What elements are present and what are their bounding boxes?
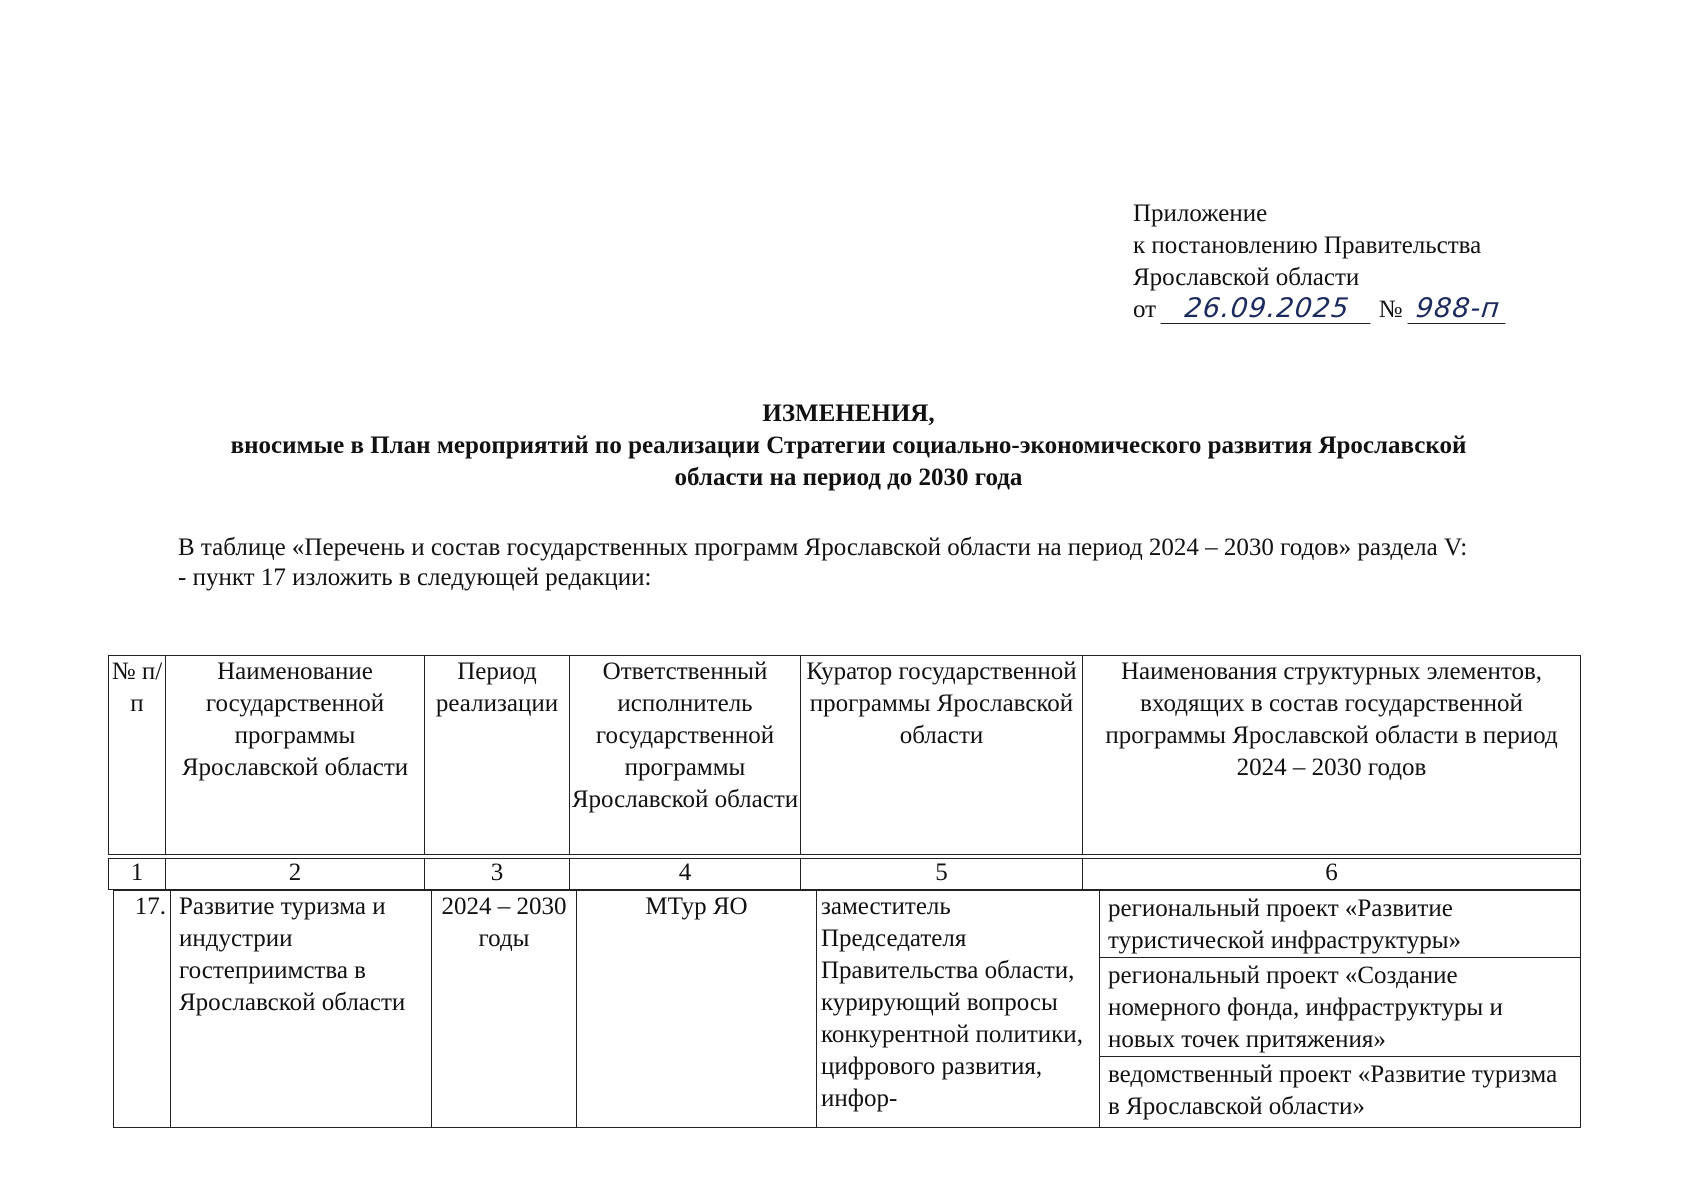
table-column-numbers (108, 858, 1581, 890)
appendix-resolution: к постановлению Правительства (1133, 232, 1482, 259)
column-number: 4 (570, 859, 801, 890)
title-line2: вносимые в План мероприятий по реализации Стратегии социально-экономического развития Ярославской (230, 432, 1467, 459)
structural-element: региональный проект «Создание номерного фонда, инфраструктуры и новых точек притяжения» (1100, 958, 1580, 1057)
header-period: Период реализации (425, 656, 570, 855)
title-line3: области на период до 2030 года (674, 464, 1023, 491)
appendix-block (1133, 198, 1507, 326)
appendix-label: Приложение (1133, 200, 1268, 227)
row-period: 2024 – 2030 годы (432, 891, 577, 1128)
table-header (108, 655, 1581, 855)
structural-element: ведомственный проект «Развитие туризма в Ярославской области» (1108, 1061, 1558, 1120)
column-number: 2 (166, 859, 425, 890)
from-label: от (1133, 296, 1157, 323)
title-main: ИЗМЕНЕНИЯ, (762, 400, 935, 427)
header-number: № п/п (109, 656, 166, 855)
paragraph-intro: В таблице «Перечень и состав государственных программ Ярославской области на период 2024 – 2030 годов» раздела V: (178, 534, 1468, 561)
header-curator: Куратор государственной программы Ярославской области (801, 656, 1083, 855)
table-row (113, 890, 1581, 1128)
body-text (108, 533, 1580, 593)
handwritten-date: 26.09.2025 (1161, 295, 1374, 324)
column-number: 6 (1083, 859, 1581, 890)
column-number: 3 (425, 859, 570, 890)
row-curator: заместитель Председателя Правительства области, курирующий вопросы конкурентной политики, цифрового развития, инфор- (817, 891, 1100, 1128)
document-title (0, 398, 1697, 494)
appendix-region: Ярославской области (1133, 264, 1360, 291)
handwritten-number: 988-п (1407, 295, 1508, 324)
row-structural-elements (1100, 891, 1581, 1128)
column-number: 5 (801, 859, 1083, 890)
appendix-date-number (1133, 294, 1507, 326)
structural-element: региональный проект «Развитие туристической инфраструктуры» (1100, 891, 1580, 958)
row-number: 17. (114, 891, 171, 1128)
header-executor: Ответственный исполнитель государственной программы Ярославской области (570, 656, 801, 855)
header-structural-elements: Наименования структурных элементов, входящих в состав государственной программы Ярославской области в период 2024 – 2030 годов (1083, 656, 1581, 855)
row-executor: МТур ЯО (577, 891, 817, 1128)
header-program-name: Наименование государственной программы Ярославской области (166, 656, 425, 855)
row-program-name: Развитие туризма и индустрии гостеприимства в Ярославской области (171, 891, 432, 1128)
paragraph-item: - пункт 17 изложить в следующей редакции: (178, 564, 652, 591)
column-number: 1 (109, 859, 166, 890)
number-label: № (1378, 296, 1403, 323)
